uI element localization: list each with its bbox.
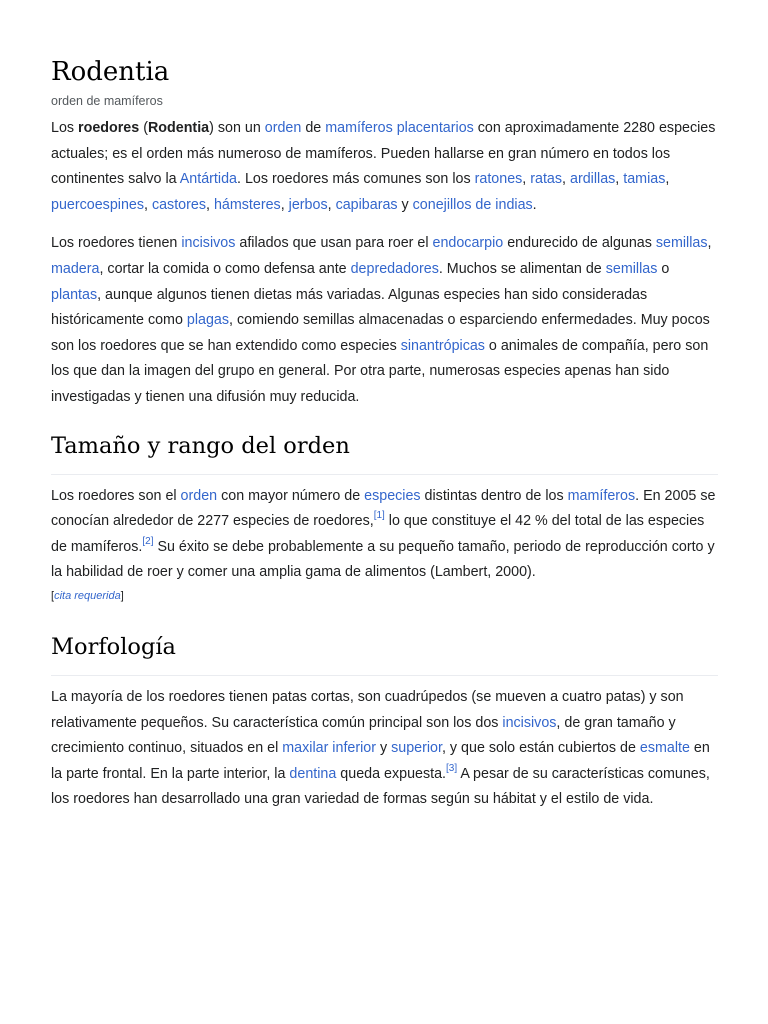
link-hamsteres[interactable]: hámsteres: [213, 196, 281, 213]
link-semillas[interactable]: semillas: [655, 235, 708, 252]
link-especies[interactable]: especies: [364, 487, 421, 504]
link-ratones[interactable]: ratones: [474, 171, 523, 188]
text: La mayoría de los roedores tienen patas cortas, son cuadrúpedos (se mueven a cuatro patas) y son relativamente pequeños. Su característica común principal son los dos: [51, 688, 684, 731]
intro-paragraph-2: [51, 231, 718, 410]
text: Los roedores tienen: [51, 235, 182, 252]
section-heading-morfologia: [51, 632, 718, 676]
link-antartida[interactable]: Antártida: [179, 171, 237, 188]
link-orden[interactable]: orden: [180, 487, 218, 504]
text: ,: [327, 196, 336, 213]
text: , comiendo semillas almacenadas o esparciendo enfermedades. Muy pocos son los roedores que se han extendido como especies: [51, 312, 710, 354]
link-depredadores[interactable]: depredadores: [350, 260, 439, 277]
text: endurecido de algunas: [503, 235, 656, 252]
text: , aunque algunos tienen dietas más variadas. Algunas especies han sido consideradas históricamente como: [51, 286, 648, 329]
reference-link-3[interactable]: [3]: [446, 762, 458, 774]
text: lo que constituye el 42 % del total de las especies de mamíferos.: [51, 513, 705, 555]
text: Los: [51, 120, 79, 136]
text: o animales de compañía, pero son los que dan la imagen del grupo en general. Por otra parte, numerosas especies apenas han sido investigadas y tienen una difusión muy reducida.: [51, 337, 709, 405]
text: ,: [665, 171, 670, 188]
link-esmalte[interactable]: esmalte: [639, 740, 690, 757]
reference-link-2[interactable]: [2]: [142, 535, 154, 547]
intro-paragraph-1: [51, 116, 718, 218]
text: ,: [280, 196, 289, 213]
cite-bracket: [: [51, 589, 55, 602]
section-morfologia-paragraph: [51, 685, 718, 813]
text: con aproximadamente 2280 especies actuales; es el orden más numeroso de mamíferos. Pueden hallarse en gran número en todos los continentes salvo la: [51, 120, 716, 188]
text: . Los roedores más comunes son los: [237, 171, 475, 188]
bold-term-roedores: roedores: [78, 120, 140, 136]
citation-needed-link[interactable]: cita requerida: [54, 589, 121, 602]
text: queda expuesta.: [336, 765, 447, 782]
text: (: [139, 120, 148, 136]
page-title: Rodentia: [51, 57, 170, 87]
section-tamano-paragraph: [51, 484, 718, 586]
link-ratas[interactable]: ratas: [530, 171, 563, 188]
link-jerbos[interactable]: jerbos: [288, 196, 328, 213]
cite-bracket: ]: [120, 589, 124, 602]
link-madera[interactable]: madera: [51, 260, 100, 277]
link-castores[interactable]: castores: [151, 196, 206, 213]
link-maxilar-inferior[interactable]: maxilar inferior: [282, 740, 377, 757]
link-puercoespines[interactable]: puercoespines: [51, 196, 144, 213]
text: A pesar de su características comunes, los roedores han desarrollado una gran variedad de formas según su hábitat y el estilo de vida.: [51, 765, 710, 808]
text: en la parte frontal. En la parte interior, la: [51, 740, 710, 782]
text: , cortar la comida o como defensa ante: [99, 260, 351, 277]
text: , y que solo están cubiertos de: [441, 740, 640, 757]
text: . Muchos se alimentan de: [438, 260, 606, 277]
text: de: [301, 120, 326, 136]
text: con mayor número de: [217, 487, 365, 504]
link-tamias[interactable]: tamias: [623, 171, 666, 188]
bold-term-rodentia: Rodentia: [147, 120, 210, 136]
section-title: Tamaño y rango del orden: [51, 432, 350, 459]
link-incisivos[interactable]: incisivos: [502, 714, 557, 731]
citation-needed: [51, 588, 718, 604]
link-dentina[interactable]: dentina: [289, 765, 337, 782]
link-conejillos-de-indias[interactable]: conejillos de indias: [412, 196, 533, 213]
text: . En 2005 se conocían alrededor de 2277 especies de roedores,: [51, 487, 716, 530]
text: Su éxito se debe probablemente a su pequeño tamaño, periodo de reproducción corto y la habilidad de roer y comer una amplia gama de alimentos (Lambert, 2000).: [51, 538, 715, 581]
text: ,: [144, 196, 152, 213]
page-subtitle: orden de mamíferos: [51, 94, 163, 108]
text: Los roedores son el: [51, 487, 181, 504]
link-orden[interactable]: orden: [264, 120, 302, 136]
text: , de gran tamaño y crecimiento continuo, situados en el: [51, 714, 676, 757]
text: ,: [562, 171, 570, 188]
link-semillas[interactable]: semillas: [605, 260, 658, 277]
link-endocarpio[interactable]: endocarpio: [432, 235, 504, 252]
text: o: [657, 260, 670, 277]
link-plantas[interactable]: plantas: [51, 286, 98, 303]
link-incisivos[interactable]: incisivos: [181, 235, 236, 252]
link-sinantropicas[interactable]: sinantrópicas: [400, 337, 485, 354]
reference-link-1[interactable]: [1]: [373, 510, 385, 522]
section-heading-tamano: [51, 431, 718, 475]
article-content: [51, 0, 718, 813]
text: ,: [206, 196, 214, 213]
text: distintas dentro de los: [420, 487, 568, 504]
link-mamiferos-placentarios[interactable]: mamíferos placentarios: [325, 120, 474, 136]
text: afilados que usan para roer el: [235, 235, 433, 252]
text: ,: [615, 171, 624, 188]
link-superior[interactable]: superior: [391, 740, 442, 757]
link-ardillas[interactable]: ardillas: [570, 171, 616, 188]
text: y: [376, 740, 392, 757]
link-mamiferos[interactable]: mamíferos: [567, 487, 636, 504]
text: ,: [522, 171, 531, 188]
text: ,: [707, 235, 712, 252]
link-plagas[interactable]: plagas: [186, 312, 230, 329]
text: ) son un: [209, 120, 265, 136]
text: y: [397, 196, 413, 213]
link-capibaras[interactable]: capibaras: [335, 196, 398, 213]
section-title: Morfología: [51, 633, 176, 660]
text: .: [532, 196, 537, 213]
